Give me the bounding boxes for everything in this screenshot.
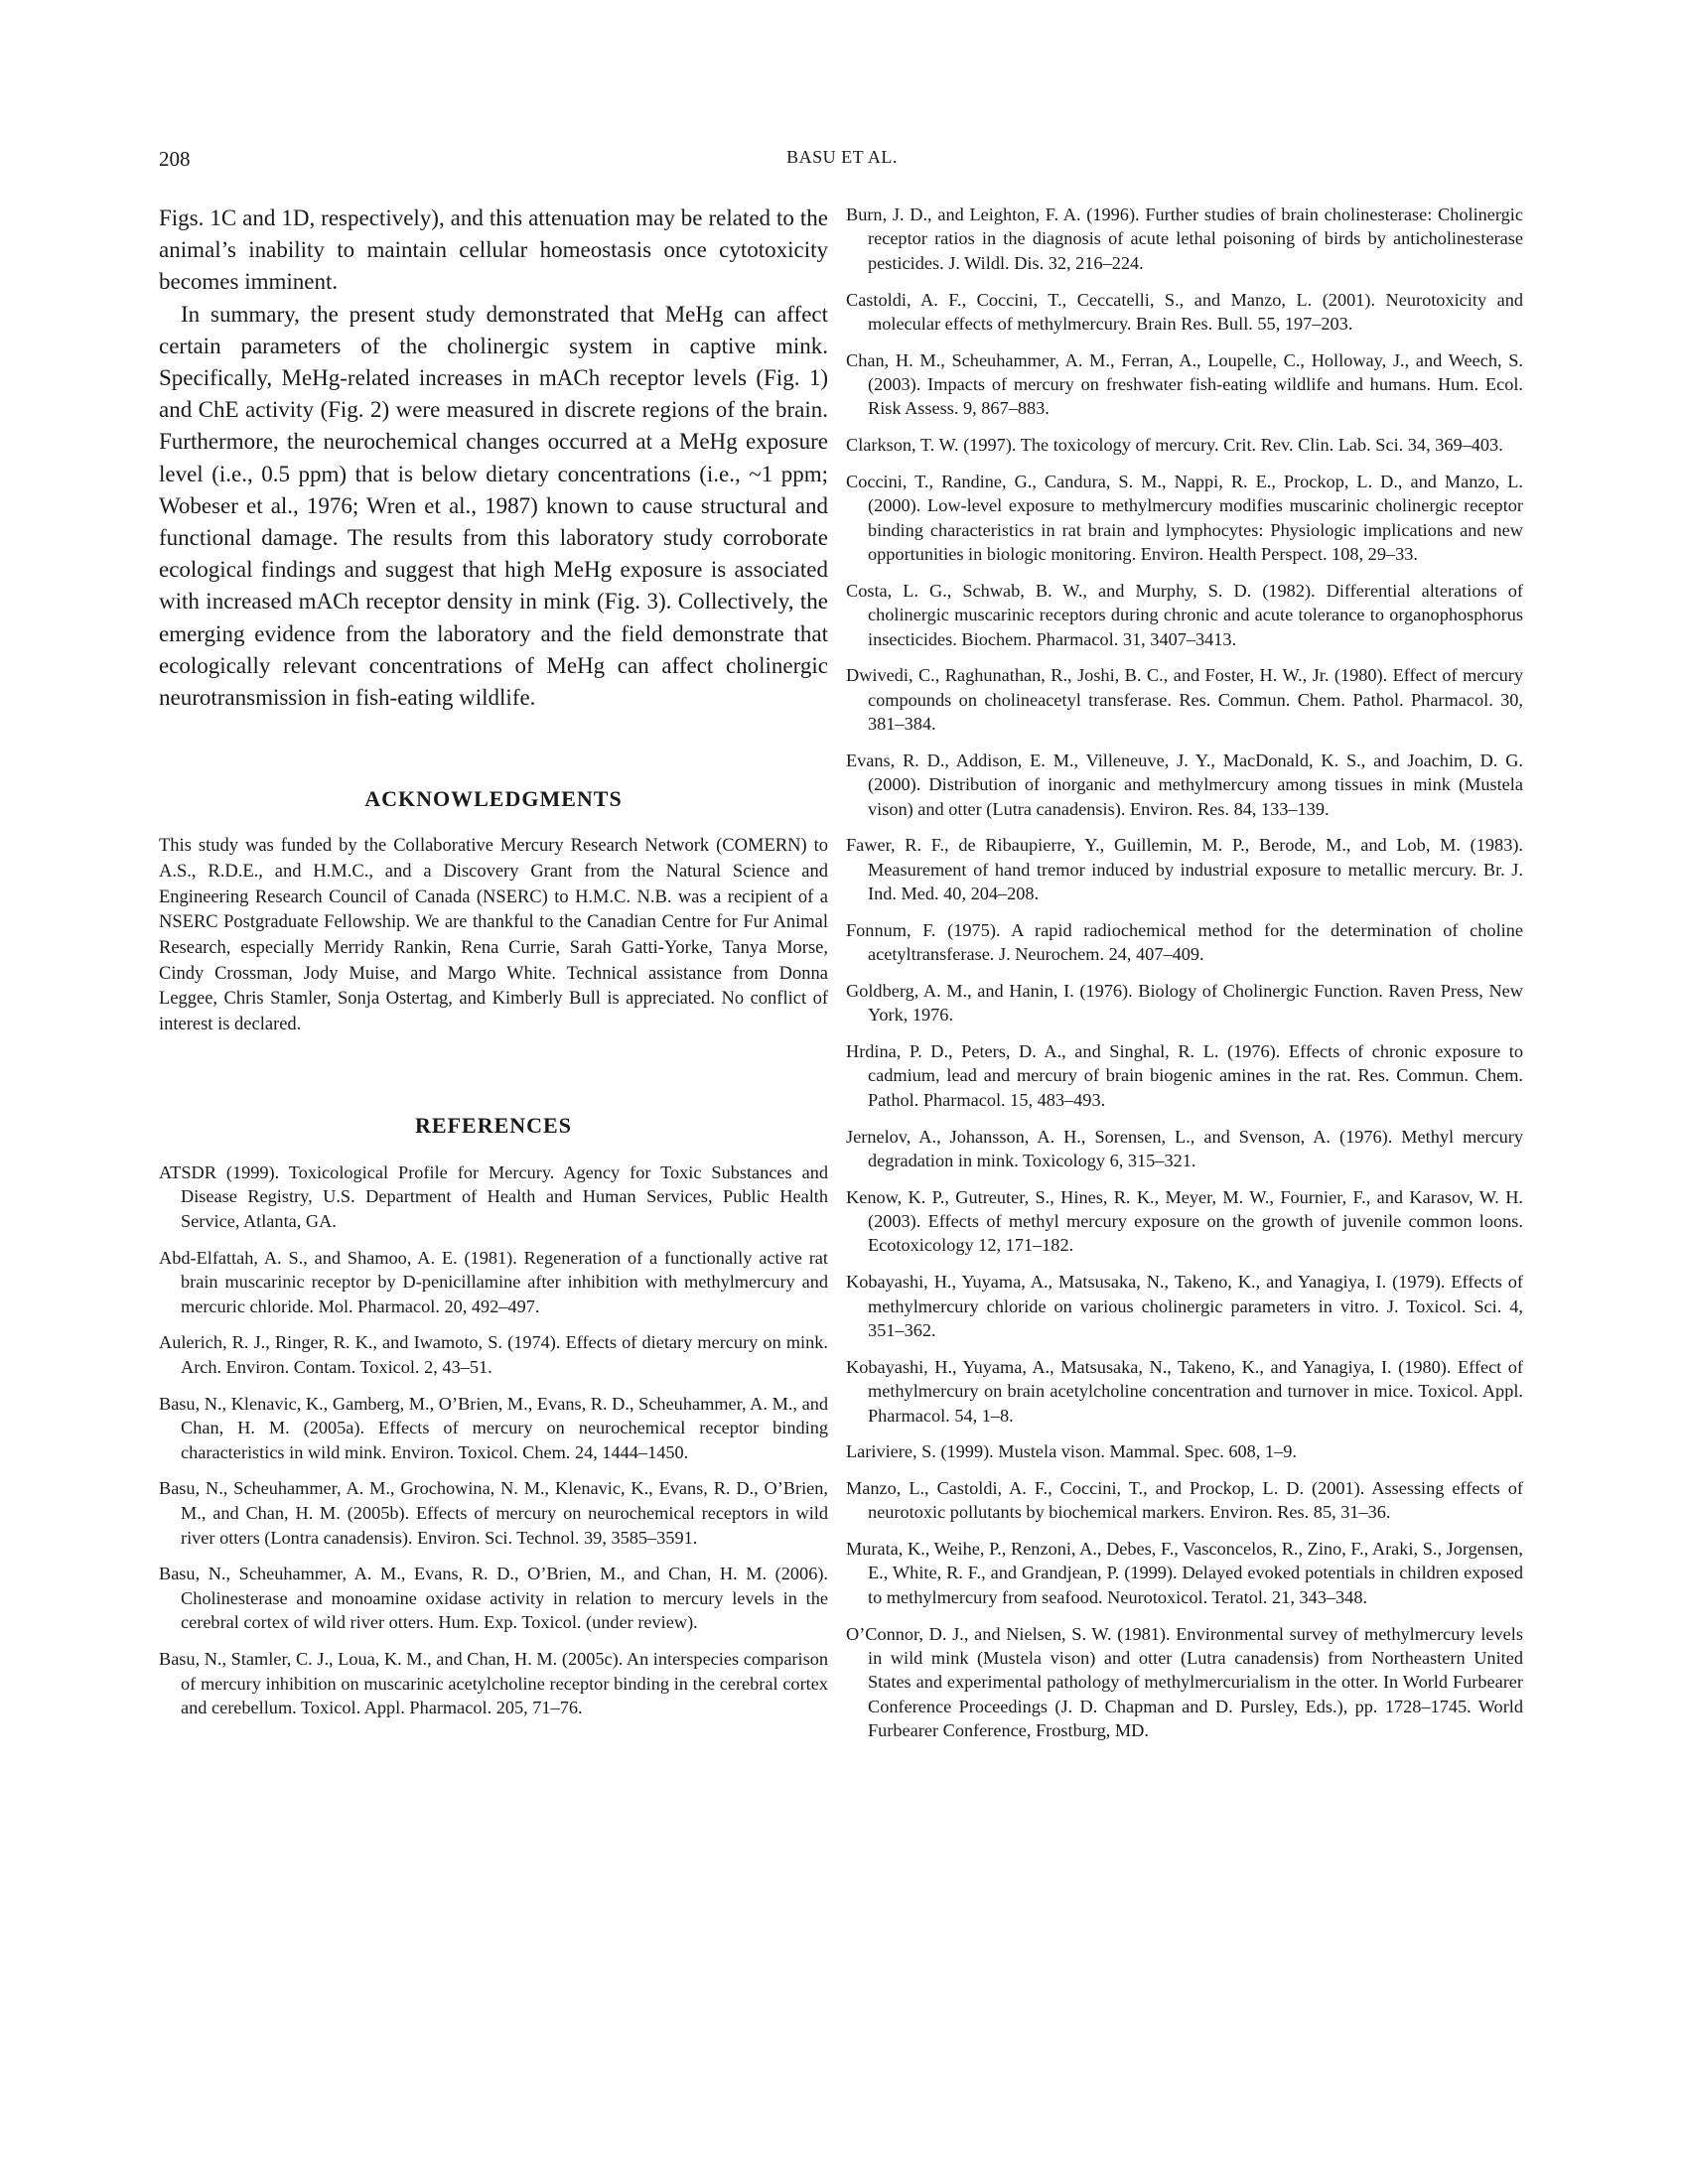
reference-item: Evans, R. D., Addison, E. M., Villeneuve, J. Y., MacDonald, K. S., and Joachim, D. G. (2000). Distribution of inorganic and methylmercury among tissues in mink (Mustela vison) and otter (Lutra canadensis). Environ. Res. 84, 133–139. — [846, 750, 1523, 819]
page-number: 208 — [159, 147, 191, 171]
reference-item: Clarkson, T. W. (1997). The toxicology of mercury. Crit. Rev. Clin. Lab. Sci. 34, 369–403. — [846, 435, 1503, 456]
reference-item: Chan, H. M., Scheuhammer, A. M., Ferran, A., Loupelle, C., Holloway, J., and Weech, S. (2003). Impacts of mercury on freshwater fish-eating wildlife and humans. Hum. Ecol. Risk Assess. 9, 867–883. — [846, 349, 1523, 419]
reference-item: Kenow, K. P., Gutreuter, S., Hines, R. K., Meyer, M. W., Fournier, F., and Karasov, W. H. (2003). Effects of methyl mercury exposure on the growth of juvenile common loons. Ecotoxicology 12, 171–182. — [846, 1186, 1523, 1256]
reference-item: Dwivedi, C., Raghunathan, R., Joshi, B. C., and Foster, H. W., Jr. (1980). Effect of mercury compounds on cholineacetyl transferase. Res. Commun. Chem. Pathol. Pharmacol. 30, 381–384. — [846, 665, 1523, 735]
acknowledgments-text: This study was funded by the Collaborative Mercury Research Network (COMERN) to A.S., R.D.E., and H.M.C., and a Discovery Grant from the Natural Science and Engineering Research Council of Canada (NSERC) to H.M.C. N.B. was a recipient of a NSERC Postgraduate Fellowship. We are thankful to the Canadian Centre for Fur Animal Research, especially Merridy Rankin, Rena Currie, Sarah Gatti-Yorke, Tanya Morse, Cindy Crossman, Jody Muise, and Margo White. Technical assistance from Donna Leggee, Chris Stamler, Sonja Ostertag, and Kimberly Bull is appreciated. No conflict of interest is declared. — [159, 836, 828, 1035]
reference-item: Lariviere, S. (1999). Mustela vison. Mammal. Spec. 608, 1–9. — [846, 1441, 1297, 1462]
acknowledgments-heading: ACKNOWLEDGMENTS — [364, 786, 623, 812]
reference-item: ATSDR (1999). Toxicological Profile for Mercury. Agency for Toxic Substances and Disease Registry, U.S. Department of Health and Human Services, Public Health Service, Atlanta, GA. — [159, 1161, 828, 1232]
reference-item: Fawer, R. F., de Ribaupierre, Y., Guillemin, M. P., Berode, M., and Lob, M. (1983). Measurement of hand tremor induced by industrial exposure to metallic mercury. Br. J. Ind. Med. 40, 204–208. — [846, 835, 1523, 904]
reference-item: Hrdina, P. D., Peters, D. A., and Singhal, R. L. (1976). Effects of chronic exposure to cadmium, lead and mercury of brain biogenic amines in the rat. Res. Commun. Chem. Pathol. Pharmacol. 15, 483–493. — [846, 1041, 1523, 1110]
reference-item: Coccini, T., Randine, G., Candura, S. M., Nappi, R. E., Prockop, L. D., and Manzo, L. (2000). Low-level exposure to methylmercury modifies muscarinic cholinergic receptor binding characteristics in rat brain and lymphocytes: Physiologic implications and new opportunities in biologic monitoring. Environ. Health Perspect. 108, 29–33. — [846, 471, 1523, 565]
right-column — [846, 203, 1523, 1743]
reference-item: Castoldi, A. F., Coccini, T., Ceccatelli, S., and Manzo, L. (2001). Neurotoxicity and molecular effects of methylmercury. Brain Res. Bull. 55, 197–203. — [846, 289, 1523, 334]
reference-item: O’Connor, D. J., and Nielsen, S. W. (1981). Environmental survey of methylmercury levels in wild mink (Mustela vison) and otter (Lutra canadensis) from Northeastern United States and experimental pathology of methylmercurialism in the otter. In World Furbearer Conference Proceedings (J. D. Chapman and D. Pursley, Eds.), pp. 1728–1745. World Furbearer Conference, Frostburg, MD. — [846, 1623, 1523, 1741]
reference-item: Basu, N., Scheuhammer, A. M., Evans, R. D., O’Brien, M., and Chan, H. M. (2006). Cholinesterase and monoamine oxidase activity in relation to mercury levels in the cerebral cortex of wild river otters. Hum. Exp. Toxicol. (under review). — [159, 1564, 828, 1633]
reference-item: Manzo, L., Castoldi, A. F., Coccini, T., and Prockop, L. D. (2001). Assessing effects of neurotoxic pollutants by biochemical markers. Environ. Res. 85, 31–36. — [846, 1477, 1523, 1523]
reference-item: Abd-Elfattah, A. S., and Shamoo, A. E. (1981). Regeneration of a functionally active rat brain muscarinic receptor by D-penicillamine after inhibition with methylmercury and mercuric chloride. Mol. Pharmacol. 20, 492–497. — [159, 1247, 828, 1316]
references-heading: REFERENCES — [415, 1112, 572, 1138]
reference-item: Jernelov, A., Johansson, A. H., Sorensen, L., and Svenson, A. (1976). Methyl mercury degradation in mink. Toxicology 6, 315–321. — [846, 1126, 1523, 1170]
reference-item: Costa, L. G., Schwab, B. W., and Murphy, S. D. (1982). Differential alterations of cholinergic muscarinic receptors during chronic and acute tolerance to organophosphorus insecticides. Biochem. Pharmacol. 31, 3407–3413. — [846, 580, 1523, 649]
body-paragraph: Figs. 1C and 1D, respectively), and this attenuation may be related to the animal’s inability to maintain cellular homeostasis once cytotoxicity becomes imminent. — [159, 205, 828, 295]
reference-item: Aulerich, R. J., Ringer, R. K., and Iwamoto, S. (1974). Effects of dietary mercury on mink. Arch. Environ. Contam. Toxicol. 2, 43–51. — [159, 1332, 828, 1378]
reference-item: Basu, N., Klenavic, K., Gamberg, M., O’Brien, M., Evans, R. D., Scheuhammer, A. M., and Chan, H. M. (2005a). Effects of mercury on neurochemical receptor binding characteristics in wild mink. Environ. Toxicol. Chem. 24, 1444–1450. — [159, 1393, 828, 1462]
reference-item: Basu, N., Scheuhammer, A. M., Grochowina, N. M., Klenavic, K., Evans, R. D., O’Brien, M., and Chan, H. M. (2005b). Effects of mercury on neurochemical receptors in wild river otters (Lontra canadensis). Environ. Sci. Technol. 39, 3585–3591. — [159, 1478, 828, 1548]
reference-item: Kobayashi, H., Yuyama, A., Matsusaka, N., Takeno, K., and Yanagiya, I. (1979). Effects of methylmercury chloride on various cholinergic parameters in vitro. J. Toxicol. Sci. 4, 351–362. — [846, 1272, 1523, 1340]
left-column — [159, 203, 828, 1720]
reference-item: Kobayashi, H., Yuyama, A., Matsusaka, N., Takeno, K., and Yanagiya, I. (1980). Effect of methylmercury on brain acetylcholine concentration and turnover in mice. Toxicol. Appl. Pharmacol. 54, 1–8. — [846, 1356, 1523, 1426]
reference-item: Fonnum, F. (1975). A rapid radiochemical method for the determination of choline acetyltransferase. J. Neurochem. 24, 407–409. — [846, 919, 1523, 965]
reference-list-left — [159, 1160, 828, 1720]
reference-item: Murata, K., Weihe, P., Renzoni, A., Debes, F., Vasconcelos, R., Zino, F., Araki, S., Jorgensen, E., White, R. F., and Grandjean, P. (1999). Delayed evoked potentials in children exposed to methylmercury from seafood. Neurotoxicol. Teratol. 21, 343–348. — [846, 1539, 1523, 1607]
reference-item: Basu, N., Stamler, C. J., Loua, K. M., and Chan, H. M. (2005c). An interspecies comparison of mercury inhibition on muscarinic acetylcholine receptor binding in the cerebral cortex and cerebellum. Toxicol. Appl. Pharmacol. 205, 71–76. — [159, 1648, 828, 1718]
body-text — [159, 203, 828, 714]
reference-list-right — [846, 203, 1523, 1743]
reference-item: Burn, J. D., and Leighton, F. A. (1996). Further studies of brain cholinesterase: Cholinergic receptor ratios in the diagnosis of acute lethal poisoning of birds by anticholinesterase pesticides. J. Wildl. Dis. 32, 216–224. — [846, 205, 1523, 273]
body-paragraph: In summary, the present study demonstrated that MeHg can affect certain parameters of the cholinergic system in captive mink. Specifically, MeHg-related increases in mACh receptor levels (Fig. 1) and ChE activity (Fig. 2) were measured in discrete regions of the brain. Furthermore, the neurochemical changes occurred at a MeHg exposure level (i.e., 0.5 ppm) that is below dietary concentrations (i.e., ~1 ppm; Wobeser et al., 1976; Wren et al., 1987) known to cause structural and functional damage. The results from this laboratory study corroborate ecological findings and suggest that high MeHg exposure is associated with increased mACh receptor density in mink (Fig. 3). Collectively, the emerging evidence from the laboratory and the field demonstrate that ecologically relevant concentrations of MeHg can affect cholinergic neurotransmission in fish-eating wildlife. — [159, 301, 828, 711]
running-head: BASU ET AL. — [786, 147, 898, 167]
reference-item: Goldberg, A. M., and Hanin, I. (1976). Biology of Cholinergic Function. Raven Press, New York, 1976. — [846, 980, 1523, 1025]
